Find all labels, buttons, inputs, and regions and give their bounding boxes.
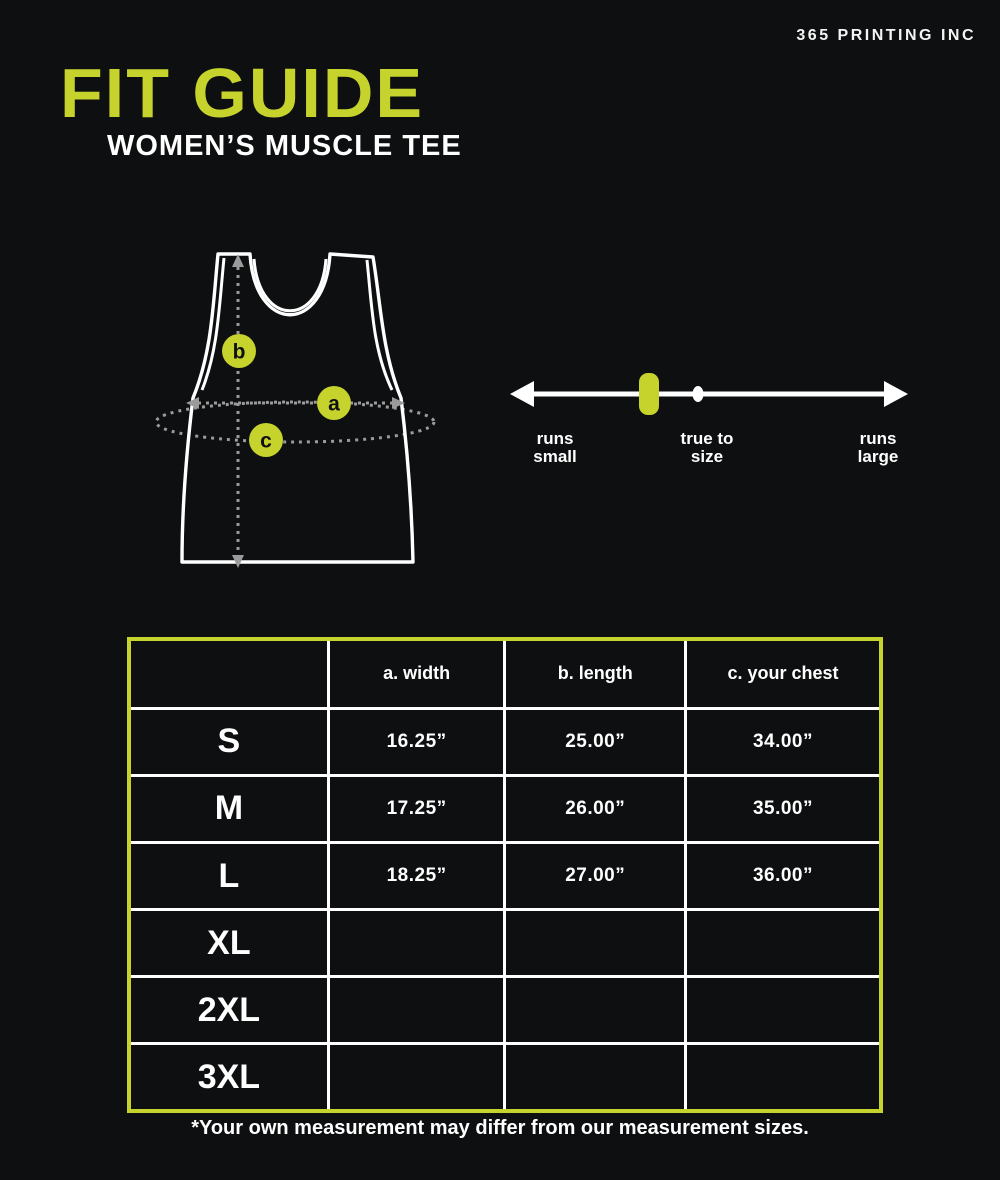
corner-cell — [129, 639, 328, 708]
width-value — [328, 910, 505, 977]
table-row-3xl — [129, 1044, 881, 1111]
length-value — [505, 1044, 685, 1111]
table-header-row — [129, 639, 881, 708]
size-table — [127, 637, 883, 1113]
page-subtitle: WOMEN’S MUSCLE TEE — [107, 130, 462, 162]
fit-marker-pill — [639, 373, 659, 415]
chest-value: 34.00” — [685, 708, 881, 775]
size-label: XL — [129, 910, 328, 977]
runs-large-line1: runs — [859, 429, 897, 448]
length-value: 26.00” — [505, 775, 685, 842]
column-header-length: b. length — [505, 639, 685, 708]
muscle-tee-drawing — [140, 230, 470, 590]
runs-small-line2: small — [533, 447, 577, 466]
table-row-2xl — [129, 977, 881, 1044]
chest-value — [685, 977, 881, 1044]
runs-large-line2: large — [857, 447, 899, 466]
fit-scale — [500, 360, 970, 480]
true-to-size-dot — [693, 386, 704, 402]
chest-value — [685, 910, 881, 977]
length-value: 27.00” — [505, 842, 685, 909]
true-to-size-line1: true to — [680, 429, 734, 448]
fit-scale-arrow — [500, 360, 970, 420]
column-header-chest: c. your chest — [685, 639, 881, 708]
size-label: 3XL — [129, 1044, 328, 1111]
brand-name: 365 PRINTING INC — [796, 27, 976, 44]
runs-small-line1: runs — [536, 429, 574, 448]
length-value: 25.00” — [505, 708, 685, 775]
size-label: S — [129, 708, 328, 775]
scale-label-true-to-size — [642, 430, 772, 466]
chest-value: 35.00” — [685, 775, 881, 842]
table-row-m — [129, 775, 881, 842]
title-block — [60, 54, 462, 162]
scale-arrow-left — [510, 381, 534, 407]
scale-label-runs-large — [820, 430, 936, 466]
marker-c-label: c — [260, 429, 272, 453]
measurement-disclaimer: *Your own measurement may differ from our measurement sizes. — [191, 1117, 809, 1139]
width-value: 16.25” — [328, 708, 505, 775]
size-label: M — [129, 775, 328, 842]
marker-b-label: b — [232, 340, 246, 364]
left-armhole-inner-line — [202, 258, 224, 390]
tee-outline — [182, 254, 413, 562]
marker-a-label: a — [328, 392, 340, 416]
chest-value — [685, 1044, 881, 1111]
table-row-xl — [129, 910, 881, 977]
muscle-tee-diagram — [140, 230, 470, 590]
width-value — [328, 1044, 505, 1111]
size-label: 2XL — [129, 977, 328, 1044]
table-row-s — [129, 708, 881, 775]
right-armhole-inner-line — [367, 260, 392, 390]
scale-label-runs-small — [500, 430, 610, 466]
length-value — [505, 977, 685, 1044]
chest-value: 36.00” — [685, 842, 881, 909]
length-value — [505, 910, 685, 977]
width-value: 18.25” — [328, 842, 505, 909]
page-title: FIT GUIDE — [60, 54, 425, 132]
column-header-width: a. width — [328, 639, 505, 708]
table-row-l — [129, 842, 881, 909]
true-to-size-line2: size — [690, 447, 724, 466]
width-value: 17.25” — [328, 775, 505, 842]
length-arrow-up — [232, 254, 244, 267]
size-label: L — [129, 842, 328, 909]
scale-arrow-right — [884, 381, 908, 407]
width-value — [328, 977, 505, 1044]
